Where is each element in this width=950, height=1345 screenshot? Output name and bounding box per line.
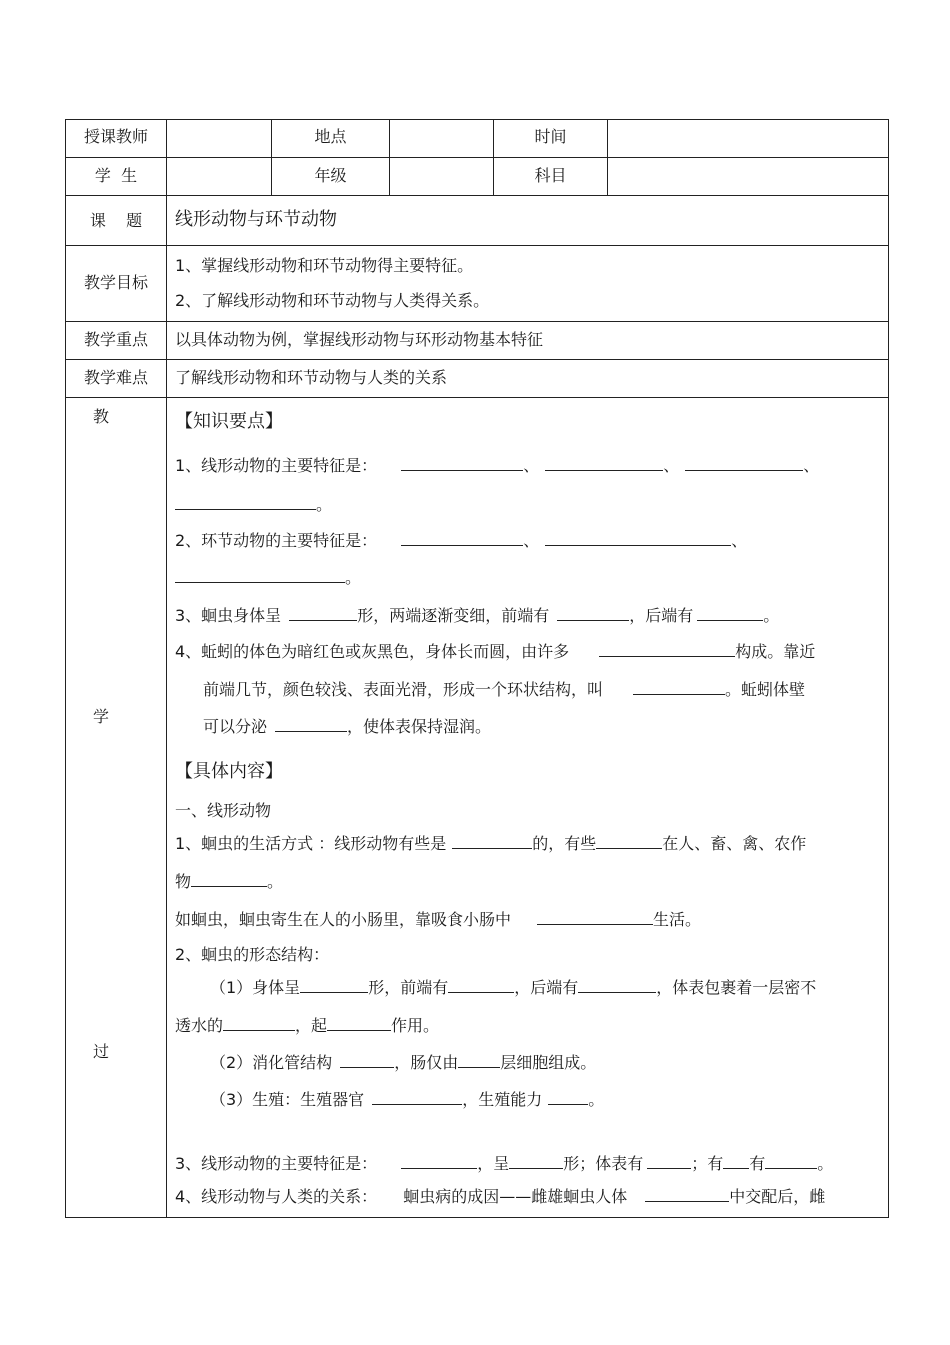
row-divider bbox=[65, 359, 889, 360]
question-4-cont2: 可以分泌 ，使体表保持湿润。 bbox=[203, 717, 492, 736]
fill-blank[interactable] bbox=[509, 1154, 563, 1169]
fill-blank[interactable] bbox=[175, 568, 345, 583]
fill-blank[interactable] bbox=[223, 1016, 295, 1031]
fill-blank[interactable] bbox=[289, 606, 357, 621]
fill-blank[interactable] bbox=[401, 531, 523, 546]
row-divider bbox=[65, 195, 889, 196]
fill-blank[interactable] bbox=[537, 910, 653, 925]
fill-blank[interactable] bbox=[557, 606, 629, 621]
fill-blank[interactable] bbox=[599, 642, 735, 657]
goals-label: 教学目标 bbox=[83, 273, 148, 292]
fill-blank[interactable] bbox=[175, 495, 316, 510]
time-label: 时间 bbox=[534, 127, 567, 146]
question-1: 1、线形动物的主要特征是： 、 、 、 bbox=[175, 456, 820, 475]
row-divider bbox=[65, 321, 889, 322]
fill-blank[interactable] bbox=[548, 1090, 588, 1105]
content-line: 4、线形动物与人类的关系： 蛔虫病的成因——雌雄蛔虫人体 中交配后，雌 bbox=[175, 1187, 826, 1206]
fill-blank[interactable] bbox=[545, 531, 731, 546]
column-divider bbox=[607, 119, 608, 195]
topic-value: 线形动物与环节动物 bbox=[175, 209, 337, 230]
topic-label: 课 题 bbox=[89, 211, 143, 230]
key-points-label: 教学重点 bbox=[83, 330, 148, 349]
fill-blank[interactable] bbox=[647, 1154, 691, 1169]
fill-blank[interactable] bbox=[448, 978, 514, 993]
difficulties-label: 教学难点 bbox=[83, 368, 148, 387]
content-line: 1、蛔虫的生活方式 ：线形动物有些是 的，有些 在人、畜、禽、农作 bbox=[175, 834, 807, 853]
fill-blank[interactable] bbox=[300, 978, 368, 993]
question-4-cont: 前端几节，颜色较浅、表面光滑，形成一个环状结构，叫 。蚯蚓体壁 bbox=[203, 680, 806, 699]
question-2: 2、环节动物的主要特征是： 、 、 bbox=[175, 531, 748, 550]
question-3: 3、蛔虫身体呈 形，两端逐渐变细，前端有 ，后端有 。 bbox=[175, 606, 780, 625]
content-line: （3）生殖：生殖器官 ，生殖能力 。 bbox=[210, 1090, 605, 1109]
row-divider bbox=[65, 397, 889, 398]
location-label: 地点 bbox=[314, 127, 347, 146]
fill-blank[interactable] bbox=[458, 1053, 500, 1068]
fill-blank[interactable] bbox=[545, 456, 663, 471]
difficulties-value: 了解线形动物和环节动物与人类的关系 bbox=[175, 368, 448, 387]
process-label-char: 过 bbox=[92, 1042, 109, 1061]
knowledge-heading: 【知识要点】 bbox=[175, 411, 283, 432]
column-divider bbox=[166, 119, 167, 1218]
key-points-value: 以具体动物为例，掌握线形动物与环形动物基本特征 bbox=[175, 330, 544, 349]
fill-blank[interactable] bbox=[452, 834, 532, 849]
student-label: 学 生 bbox=[94, 166, 138, 185]
question-2-cont: 。 bbox=[175, 568, 361, 588]
section-title: 一、线形动物 bbox=[175, 801, 272, 820]
content-line: 2、蛔虫的形态结构： bbox=[175, 945, 330, 964]
fill-blank[interactable] bbox=[327, 1016, 391, 1031]
fill-blank[interactable] bbox=[697, 606, 763, 621]
content-line: 3、线形动物的主要特征是： ，呈 形；体表有 ；有 有 。 bbox=[175, 1154, 834, 1173]
content-line: 如蛔虫，蛔虫寄生在人的小肠里，靠吸食小肠中 生活。 bbox=[175, 910, 702, 929]
row-divider bbox=[65, 245, 889, 246]
content-line: 透水的 ，起 作用。 bbox=[175, 1016, 440, 1035]
fill-blank[interactable] bbox=[275, 717, 347, 732]
fill-blank[interactable] bbox=[372, 1090, 462, 1105]
goal-item: 1、掌握线形动物和环节动物得主要特征。 bbox=[175, 256, 474, 275]
fill-blank[interactable] bbox=[578, 978, 656, 993]
row-divider bbox=[65, 157, 889, 158]
fill-blank[interactable] bbox=[340, 1053, 394, 1068]
process-label-char: 学 bbox=[92, 707, 109, 726]
goal-item: 2、了解线形动物和环节动物与人类得关系。 bbox=[175, 291, 490, 310]
subject-label: 科目 bbox=[534, 166, 567, 185]
fill-blank[interactable] bbox=[401, 456, 523, 471]
question-1-cont: 。 bbox=[175, 495, 332, 515]
grade-label: 年级 bbox=[314, 166, 347, 185]
teacher-label: 授课教师 bbox=[83, 127, 148, 146]
fill-blank[interactable] bbox=[723, 1154, 749, 1169]
fill-blank[interactable] bbox=[633, 680, 725, 695]
question-4: 4、蚯蚓的体色为暗红色或灰黑色，身体长而圆，由许多 构成。靠近 bbox=[175, 642, 816, 661]
fill-blank[interactable] bbox=[191, 872, 267, 887]
content-heading: 【具体内容】 bbox=[175, 761, 283, 782]
content-line: 物 。 bbox=[175, 872, 284, 891]
content-line: （1）身体呈 形，前端有 ，后端有 ，体表包裹着一层密不 bbox=[210, 978, 817, 997]
fill-blank[interactable] bbox=[645, 1187, 729, 1202]
process-label-char: 教 bbox=[92, 407, 109, 426]
column-divider bbox=[389, 119, 390, 195]
fill-blank[interactable] bbox=[685, 456, 803, 471]
fill-blank[interactable] bbox=[765, 1154, 817, 1169]
fill-blank[interactable] bbox=[596, 834, 662, 849]
fill-blank[interactable] bbox=[401, 1154, 477, 1169]
content-line: （2）消化管结构 ，肠仅由 层细胞组成。 bbox=[210, 1053, 597, 1072]
